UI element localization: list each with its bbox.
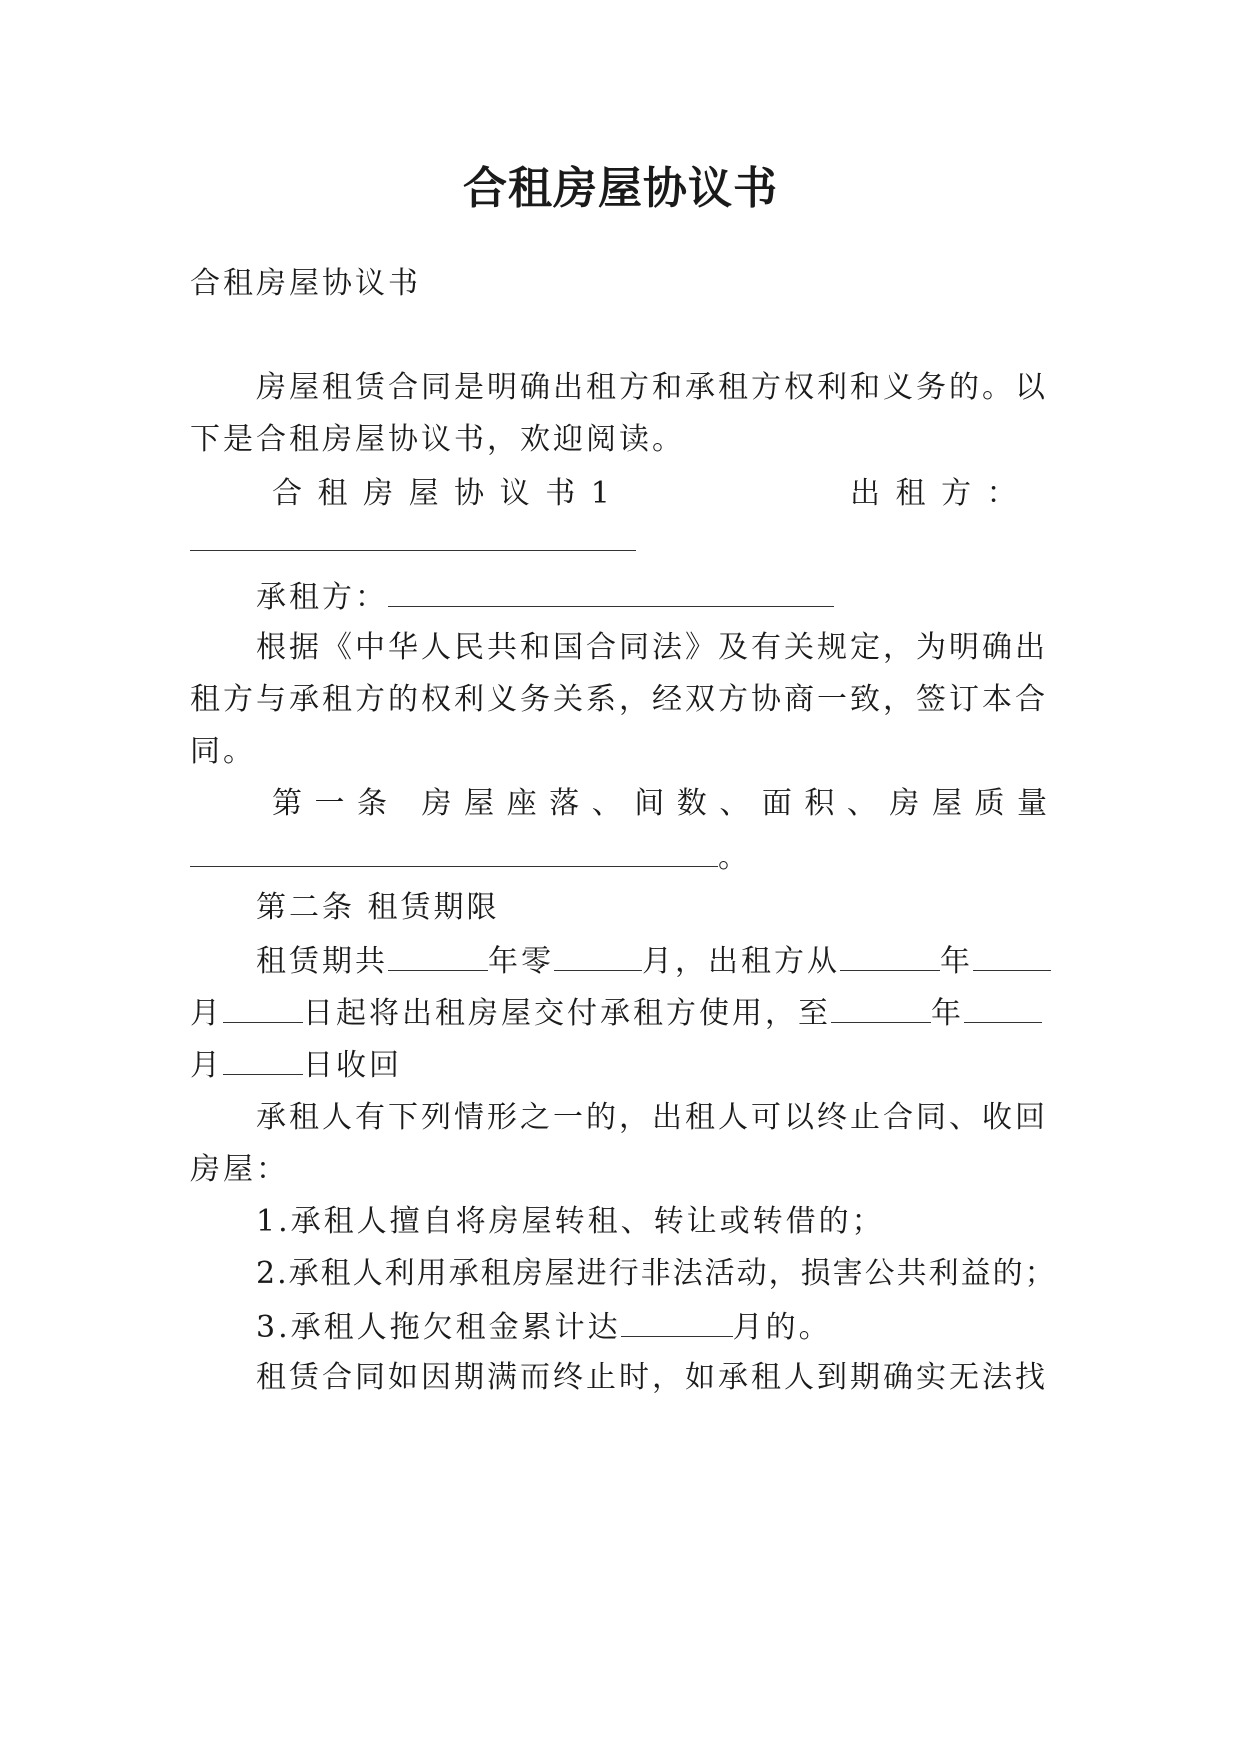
term-text: 年 (931, 996, 964, 1031)
term-text: 年零 (488, 944, 554, 979)
term-blank (223, 992, 303, 1023)
lessor-label: 出 租 方 ： (850, 476, 1020, 511)
document-title: 合租房屋协议书 (463, 163, 778, 214)
basis-line-2: 租方与承租方的权利义务关系，经双方协商一致，签订本合 (190, 682, 1048, 717)
term-text: 租赁期共 (256, 944, 388, 979)
basis-line-3: 同。 (190, 734, 256, 769)
term-blank (973, 940, 1051, 971)
term-blank (388, 940, 488, 971)
last-line: 租赁合同如因期满而终止时，如承租人到期确实无法找 (256, 1360, 1048, 1395)
section-title: 合 租 房 屋 协 议 书 1 (272, 476, 613, 511)
document-subtitle: 合租房屋协议书 (190, 266, 421, 301)
lessee-blank (388, 576, 834, 607)
term-blank (840, 940, 940, 971)
term-text: 年 (940, 944, 973, 979)
term-blank (831, 992, 931, 1023)
termination-line-2: 房屋： (190, 1152, 289, 1187)
item-3-blank (621, 1306, 733, 1337)
term-blank (223, 1044, 303, 1075)
article-1-blank-line (190, 836, 751, 878)
term-line-3 (190, 1044, 402, 1086)
article-1-end: 。 (718, 840, 751, 875)
item-3-text: 3.承租人拖欠租金累计达 (256, 1310, 621, 1345)
item-3-text: 月的。 (732, 1310, 832, 1345)
term-text: 月，出租方从 (642, 944, 840, 979)
term-line-2 (190, 992, 1042, 1034)
list-item-3 (256, 1306, 832, 1348)
term-blank (554, 940, 642, 971)
lessee-line (256, 576, 834, 618)
list-item-1: 1.承租人擅自将房屋转租、转让或转借的； (256, 1204, 885, 1239)
lessee-label: 承租方： (256, 580, 388, 615)
lessor-blank-line (190, 520, 636, 562)
term-text: 日起将出租房屋交付承租方使用，至 (303, 996, 831, 1031)
term-text: 月 (190, 996, 223, 1031)
term-blank (964, 992, 1042, 1023)
intro-line-1: 房屋租赁合同是明确出租方和承租方权利和义务的。以 (256, 370, 1048, 405)
article-2-title: 第二条 租赁期限 (256, 890, 500, 925)
list-item-2: 2.承租人利用承租房屋进行非法活动，损害公共利益的； (256, 1256, 1057, 1291)
basis-line-1: 根据《中华人民共和国合同法》及有关规定，为明确出 (256, 630, 1048, 665)
article-1-line: 第一条 房屋座落、间数、面积、房屋质量 (272, 786, 1050, 821)
term-text: 月 (190, 1048, 223, 1083)
term-text: 日收回 (303, 1048, 402, 1083)
intro-line-2: 下是合租房屋协议书，欢迎阅读。 (190, 422, 685, 457)
termination-line-1: 承租人有下列情形之一的，出租人可以终止合同、收回 (256, 1100, 1048, 1135)
term-line-1 (256, 940, 1051, 982)
